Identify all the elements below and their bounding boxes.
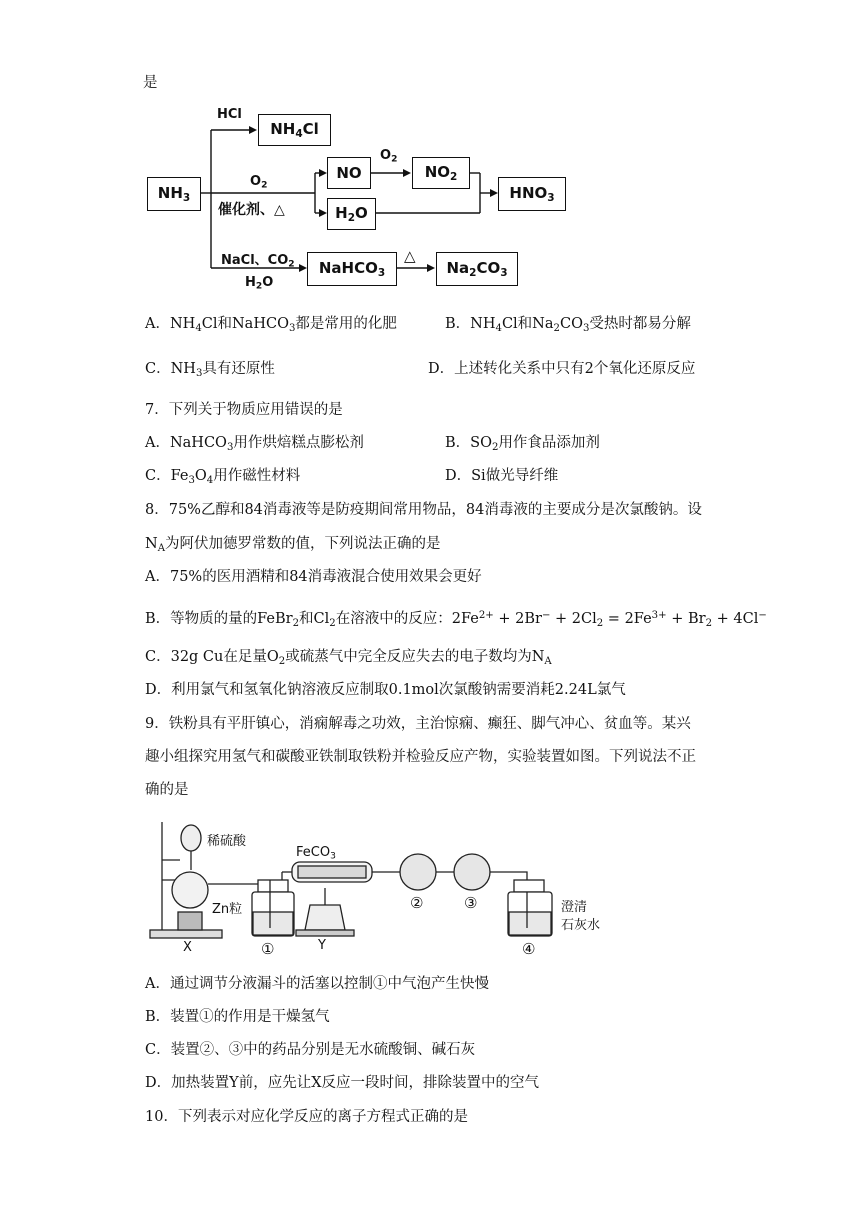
nh4cl-box: $NH_4Cl$	[258, 114, 331, 146]
hcl-label: HCl	[217, 107, 242, 122]
intro-fragment: 是	[143, 75, 158, 91]
q6-option-a: A．$NH_4Cl$和NaHCO$_3$都是常用的化肥	[145, 316, 397, 335]
q9-stem-line1: 9．铁粉具有平肝镇心，消痫解毒之功效，主治惊痫、癫狂、脚气冲心、贫血等。某兴	[145, 716, 691, 732]
bottle-4-label: ④	[522, 940, 536, 958]
tube-2-label: ②	[410, 894, 424, 912]
nahco3-box: NaHCO$_3$	[307, 252, 397, 286]
no-box: NO	[327, 157, 371, 189]
limewater-label-1: 澄清	[561, 900, 588, 915]
q7-option-c: C．$Fe_3O_4$用作磁性材料	[145, 468, 301, 487]
catalyst-label: 催化剂、△	[218, 202, 285, 218]
nacl-co2-label: NaCl、$CO_2$	[221, 253, 295, 270]
q7-option-d: D．Si做光导纤维	[445, 468, 559, 484]
q7-option-a: A．NaHCO$_3$用作烘焙糕点膨松剂	[145, 435, 364, 454]
y-label: Y	[318, 938, 326, 953]
x-label: X	[183, 940, 192, 955]
delta-label: △	[404, 247, 416, 265]
h2o-box: $H_2O$	[327, 198, 376, 230]
q8-option-a: A．75%的医用酒精和84消毒液混合使用效果会更好	[145, 569, 482, 585]
q8-stem-line2: $N_A$为阿伏加德罗常数的值，下列说法正确的是	[145, 536, 441, 555]
q9-stem-line3: 确的是	[145, 782, 189, 798]
nh3-box: $NH_3$	[147, 177, 201, 211]
na2co3-box: $Na_2CO_3$	[436, 252, 518, 286]
q8-option-d: D．利用氯气和氢氧化钠溶液反应制取0.1mol次氯酸钠需要消耗2.24L氯气	[145, 682, 626, 698]
q8-stem-line1: 8．75%乙醇和84消毒液等是防疫期间常用物品，84消毒液的主要成分是次氯酸钠。设	[145, 502, 702, 518]
q9-option-b: B．装置①的作用是干燥氢气	[145, 1009, 330, 1025]
no2-box: $NO_2$	[412, 157, 470, 189]
q9-option-d: D．加热装置Y前，应先让X反应一段时间，排除装置中的空气	[145, 1075, 540, 1091]
q7-stem: 7．下列关于物质应用错误的是	[145, 402, 343, 418]
hno3-box: $HNO_3$	[498, 177, 566, 211]
o2-label: $O_2$	[250, 174, 268, 191]
acid-label: 稀硫酸	[207, 834, 247, 849]
q8-option-b: B．等物质的量的FeBr$_2$和$Cl_2$在溶液中的反应：$2Fe^{2+} + 2Br^- + 2Cl_2 = 2Fe^{3+} + Br_2 + 4Cl^-$	[145, 610, 767, 630]
q6-option-b: B．$NH_4Cl$和$Na_2CO_3$受热时都易分解	[445, 316, 691, 335]
q9-option-c: C．装置②、③中的药品分别是无水硫酸铜、碱石灰	[145, 1042, 476, 1058]
zn-label: Zn粒	[212, 902, 243, 917]
q10-stem: 10．下列表示对应化学反应的离子方程式正确的是	[145, 1109, 468, 1125]
q6-option-c: C．$NH_3$具有还原性	[145, 361, 275, 380]
q9-option-a: A．通过调节分液漏斗的活塞以控制①中气泡产生快慢	[145, 976, 489, 992]
limewater-label-2: 石灰水	[561, 918, 601, 933]
bottle-1-label: ①	[261, 940, 275, 958]
o2-arrow-label: $O_2$	[380, 148, 398, 165]
tube-3-label: ③	[464, 894, 478, 912]
h2o-label: $H_2O$	[245, 275, 274, 292]
q8-option-c: C．32g Cu在足量$O_2$或硫蒸气中完全反应失去的电子数均为$N_A$	[145, 649, 552, 668]
q6-option-d: D．上述转化关系中只有2个氧化还原反应	[428, 361, 696, 377]
q9-stem-line2: 趣小组探究用氢气和碳酸亚铁制取铁粉并检验反应产物，实验装置如图。下列说法不正	[145, 749, 696, 765]
feco3-label: FeCO$_3$	[296, 845, 336, 862]
q7-option-b: B．$SO_2$用作食品添加剂	[445, 435, 600, 454]
